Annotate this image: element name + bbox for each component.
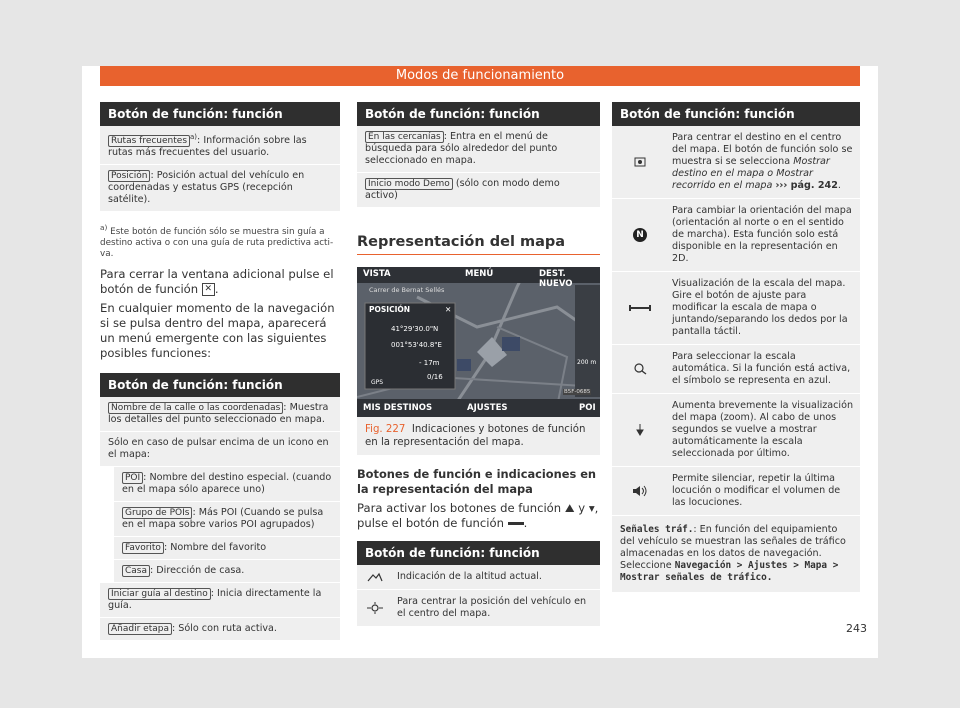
row-text-part: .: [837, 180, 841, 191]
row-text: (sólo con modo demo activo): [365, 178, 560, 201]
function-button-label: Casa: [122, 565, 150, 577]
destination-center-icon: [612, 126, 668, 198]
function-button-label: Posición: [108, 170, 150, 182]
vehicle-center-icon: [357, 590, 393, 626]
table-heading: Botón de función: función: [100, 373, 340, 397]
row-text: : Posición actual del vehículo en coordenadas y estatus GPS (recepción satélite).: [108, 170, 305, 206]
table-row: [357, 565, 600, 590]
subheading: Botones de función e indicaciones en la representación del mapa: [357, 467, 597, 496]
row-text: Para seleccionar la escala automática. Si la función está activa, el símbolo se representa en azul.: [672, 351, 851, 386]
page-reference-link[interactable]: ››› pág. 242: [775, 180, 838, 191]
footnote-text: Este botón de función sólo se muestra sin guía a destino activa o con una guía de ruta predictiva activa.: [100, 227, 334, 260]
footnote-mark: a): [100, 223, 108, 233]
row-text: : En función del equipamiento del vehículo se muestran las señales de tráfico almacenadas en los datos de navegación. Seleccione: [620, 524, 846, 571]
table-heading: Botón de función: función: [357, 102, 600, 126]
zoom-pin-icon: ▾: [588, 501, 595, 515]
menu-path: Navegación > Ajustes > Mapa > Mostrar señales de tráfico.: [620, 560, 839, 583]
table-row: [114, 502, 340, 537]
row-text: : Información sobre las rutas más frecuentes del usuario.: [108, 135, 307, 159]
row-text: Para centrar la posición del vehículo en el centro del mapa.: [397, 596, 587, 619]
menu-label: Señales tráf.: [620, 524, 694, 535]
row-text: : Nombre del destino especial. (cuando en el mapa sólo aparece uno): [122, 472, 332, 496]
function-button-label: Añadir etapa: [108, 623, 172, 635]
mountain-icon: [357, 565, 393, 589]
paragraph-text: , pulse el botón de función: [357, 501, 599, 530]
paragraph-text: .: [523, 516, 528, 530]
section-title: Representación del mapa: [357, 234, 600, 255]
function-button-label: Iniciar guía al destino: [108, 588, 211, 600]
table-row: [114, 560, 340, 583]
function-button-label: Rutas frecuentes: [108, 135, 190, 147]
table-row: [612, 345, 860, 394]
table-row: [357, 590, 600, 627]
paragraph: En cualquier momento de la navegación si se pulsa dentro del mapa, aparecerá un menú emergente con las siguientes posibles funciones:: [100, 301, 335, 361]
figure-code: B5F-0685: [564, 389, 591, 395]
function-button-label: Nombre de la calle o las coordenadas: [108, 402, 283, 414]
table-row: [100, 126, 340, 165]
row-text: : Nombre del favorito: [163, 542, 267, 554]
row-text: Visualización de la escala del mapa. Gire el botón de ajuste para modificar la escala de mapa o juntando/separando los dedos por la pantalla táctil.: [672, 278, 848, 337]
row-text: : Muestra los detalles del punto seleccionado en mapa.: [108, 402, 329, 426]
function-button-label: Grupo de POIs: [122, 507, 192, 519]
row-text: Indicación de la altitud actual.: [397, 571, 542, 582]
footnote-ref: a): [190, 133, 198, 141]
altitude-value: - 17m: [419, 359, 440, 367]
table-row: [612, 516, 860, 593]
my-destinations-button[interactable]: MIS DESTINOS: [363, 403, 433, 413]
row-text: : Inicia directamente la guía.: [108, 588, 322, 612]
menu-button[interactable]: MENÚ: [465, 269, 494, 279]
paragraph-text: Para cerrar la ventana adicional pulse el botón de función: [100, 267, 334, 297]
function-button-label: Favorito: [122, 542, 164, 554]
column-2: [357, 102, 600, 627]
settings-button[interactable]: AJUSTES: [467, 403, 508, 413]
compass-north-icon: [612, 199, 668, 271]
scale-bar-icon: [612, 272, 668, 344]
satellites-value: 0/16: [427, 373, 443, 381]
table-row: [612, 394, 860, 467]
paragraph-text: y: [578, 501, 586, 515]
column-1: [100, 102, 340, 641]
function-button-label: Inicio modo Demo: [365, 178, 453, 190]
gps-label: GPS: [371, 379, 384, 386]
table-row: [100, 165, 340, 212]
auto-zoom-icon: [612, 345, 668, 393]
function-button-label: En las cercanías: [365, 131, 444, 143]
table-heading: Botón de función: función: [612, 102, 860, 126]
vista-button[interactable]: VISTA: [363, 269, 391, 279]
table-heading: Botón de función: función: [357, 541, 600, 565]
row-text: Aumenta brevemente la visualización del mapa (zoom). Al cabo de unos segundos se vuelve a mostrar automáticamente la escala seleccionada por último.: [672, 400, 854, 459]
row-text: [668, 126, 860, 198]
page-number: 243: [846, 622, 867, 635]
paragraph: [357, 501, 600, 531]
row-text: : Entra en el menú de búsqueda para sólo alrededor del punto seleccionado en mapa.: [365, 131, 558, 166]
row-text: : Sólo con ruta activa.: [171, 623, 277, 635]
new-destination-button[interactable]: DEST. NUEVO: [539, 269, 573, 289]
row-text: : Más POI (Cuando se pulsa en el mapa sobre varios POI agrupados): [122, 507, 324, 531]
function-button-label: POI: [122, 472, 143, 484]
zoom-pin-icon: [612, 394, 668, 466]
panel-close-icon[interactable]: ✕: [445, 305, 452, 314]
paragraph-text: Para activar los botones de función: [357, 501, 562, 515]
voice-volume-icon: [612, 467, 668, 515]
table-row: Sólo en caso de pulsar encima de un icono en el mapa:: [100, 432, 340, 467]
table-row: [357, 173, 600, 208]
longitude-value: 001°53'40.8"E: [391, 341, 442, 349]
figure-caption: [357, 417, 600, 455]
navigation-map-figure: [357, 267, 600, 417]
row-text-italic: Mostrar destino en el mapa o Mostrar recorrido en el mapa: [672, 156, 830, 191]
table-row: [612, 199, 860, 272]
table-row: [612, 272, 860, 345]
paragraph-text: .: [214, 282, 219, 297]
caption-text: Indicaciones y botones de función en la representación del mapa.: [365, 424, 586, 448]
row-text: Permite silenciar, repetir la última locución o modificar el volumen de las locuciones.: [672, 473, 841, 508]
column-3: [612, 102, 860, 593]
table-row: [100, 583, 340, 618]
position-panel-title: POSICIÓN: [369, 305, 411, 314]
table-row: [100, 618, 340, 641]
table-row: [114, 537, 340, 560]
table-row: [612, 467, 860, 516]
table-row: [357, 126, 600, 173]
close-icon: ✕: [202, 283, 215, 296]
mountain-icon: ⛰: [564, 501, 575, 515]
chapter-banner: Modos de funcionamiento: [100, 66, 860, 86]
row-text: Para cambiar la orientación del mapa (orientación al norte o en el sentido de marcha). Esta función solo está disponible en la representación en 2D.: [672, 205, 852, 264]
table-row: [100, 397, 340, 432]
scale-bar-icon: [508, 522, 524, 525]
compass-letter: N: [633, 228, 647, 242]
row-text: : Dirección de casa.: [150, 565, 245, 577]
footnote: [100, 222, 340, 260]
paragraph: [100, 267, 340, 297]
table-row: [114, 467, 340, 502]
street-label: Carrer de Bernat Sellés: [369, 286, 445, 294]
table-row: [612, 126, 860, 199]
latitude-value: 41°29'30.0"N: [391, 325, 439, 333]
figure-number: Fig. 227: [365, 424, 406, 435]
row-text-part: Para centrar el destino en el centro del mapa. El botón de función solo se muestra si se selecciona: [672, 132, 853, 167]
table-heading: Botón de función: función: [100, 102, 340, 126]
poi-button[interactable]: POI: [579, 403, 596, 413]
scale-label: 200 m: [577, 359, 597, 366]
